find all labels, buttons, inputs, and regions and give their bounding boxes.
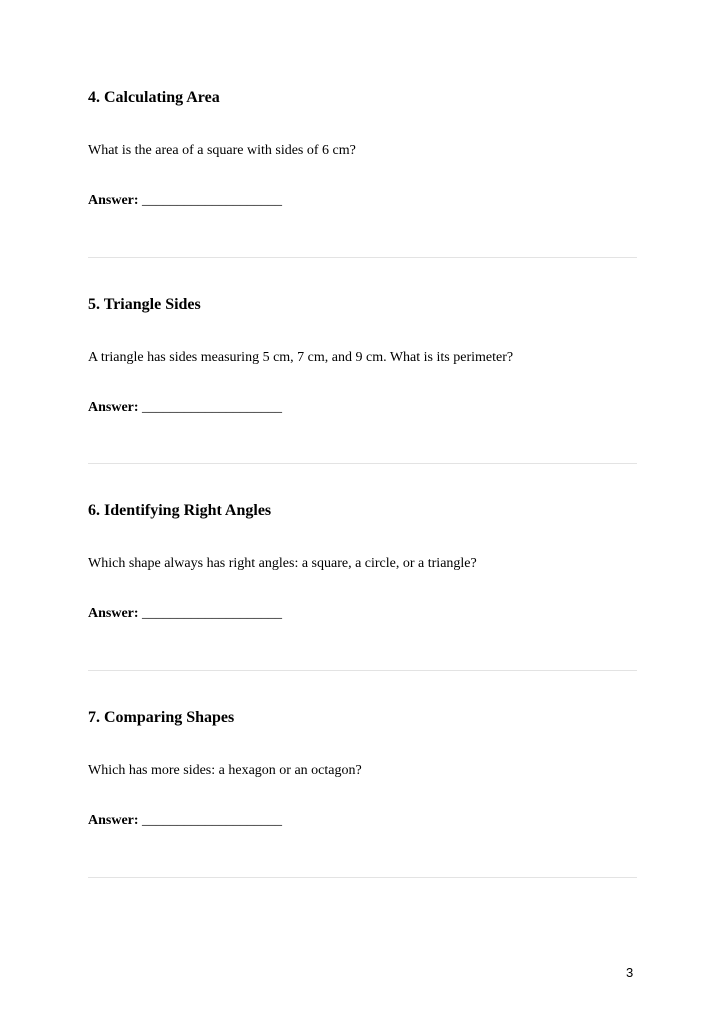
answer-blank: ____________________ — [142, 193, 283, 208]
answer-label: Answer: — [88, 400, 139, 415]
question-text: What is the area of a square with sides of 6 cm? — [88, 143, 356, 158]
answer-line — [88, 399, 282, 417]
answer-label: Answer: — [88, 813, 139, 828]
question-title: 4. Calculating Area — [88, 89, 220, 106]
section-divider — [88, 257, 637, 258]
answer-line — [88, 192, 282, 210]
question-title: 5. Triangle Sides — [88, 296, 201, 313]
answer-line — [88, 812, 282, 830]
answer-blank: ____________________ — [142, 606, 283, 621]
section-divider — [88, 670, 637, 671]
question-text: Which has more sides: a hexagon or an octagon? — [88, 763, 362, 778]
answer-label: Answer: — [88, 606, 139, 621]
question-title: 7. Comparing Shapes — [88, 709, 235, 726]
question-title: 6. Identifying Right Angles — [88, 502, 272, 519]
answer-line — [88, 605, 282, 623]
section-divider — [88, 463, 637, 464]
answer-label: Answer: — [88, 193, 139, 208]
question-text: A triangle has sides measuring 5 cm, 7 cm, and 9 cm. What is its perimeter? — [88, 350, 514, 365]
answer-blank: ____________________ — [142, 400, 283, 415]
section-divider — [88, 877, 637, 878]
question-text: Which shape always has right angles: a square, a circle, or a triangle? — [88, 556, 477, 571]
answer-blank: ____________________ — [142, 813, 283, 828]
page-number: 3 — [626, 965, 634, 980]
